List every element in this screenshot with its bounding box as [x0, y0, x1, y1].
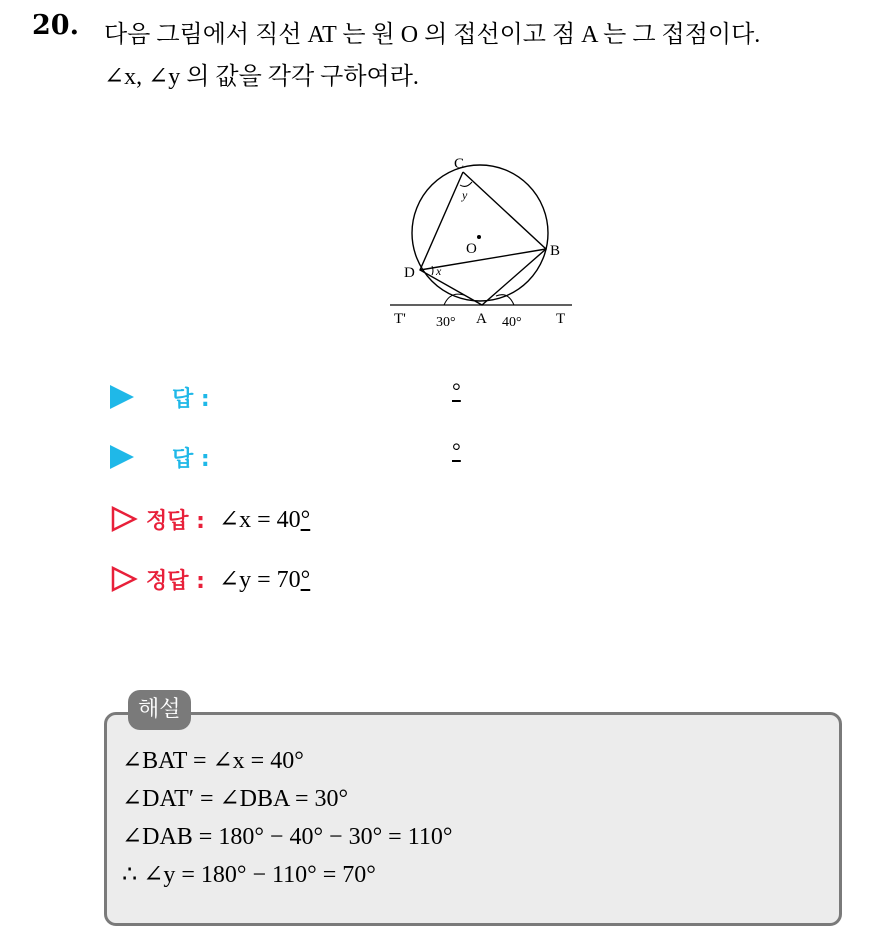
explanation-box — [104, 712, 842, 926]
solution-value-x: ∠x = 40° — [218, 506, 311, 533]
explanation-title: 해설 — [128, 690, 191, 730]
solution-marker-icon — [110, 505, 138, 533]
answer-row-2 — [110, 440, 210, 474]
answer-marker-icon — [110, 385, 134, 409]
angle-x-arc — [432, 266, 433, 275]
label-t: T — [556, 311, 566, 327]
solution-label: 정답 : — [146, 508, 205, 534]
solution-row-2 — [110, 562, 310, 596]
label-b: B — [550, 243, 561, 259]
solution-value-y: ∠y = 70° — [218, 566, 311, 593]
label-40: 40° — [502, 315, 522, 330]
label-c: C — [454, 156, 465, 172]
answer-blank-2[interactable]: ° — [452, 438, 461, 463]
solution-row-1 — [110, 502, 310, 536]
question-number: 20. — [32, 10, 79, 41]
label-x: x — [436, 264, 442, 278]
answer-label: 답 : — [172, 386, 210, 412]
label-o: O — [466, 241, 477, 257]
solution-marker-icon — [110, 565, 138, 593]
angle-y-arc — [460, 182, 472, 186]
circle-o — [412, 165, 548, 301]
label-30: 30° — [436, 315, 456, 330]
solution-label: 정답 : — [146, 568, 205, 594]
center-dot — [477, 235, 481, 239]
label-d: D — [404, 265, 415, 281]
explanation-line-3: ∠DAB = 180° − 40° − 30° = 110° — [122, 824, 453, 850]
explanation-line-1: ∠BAT = ∠x = 40° — [122, 748, 304, 774]
label-a: A — [476, 311, 487, 327]
question-text-line2: ∠x, ∠y 의 값을 각각 구하여라. — [104, 64, 419, 90]
answer-blank-1[interactable]: ° — [452, 378, 461, 403]
question-text-line1: 다음 그림에서 직선 AT 는 원 O 의 접선이고 점 A 는 그 접점이다. — [104, 22, 761, 48]
answer-label: 답 : — [172, 446, 210, 472]
geometry-figure — [388, 155, 578, 335]
label-y: y — [462, 188, 468, 202]
answer-marker-icon — [110, 445, 134, 469]
quadrilateral — [420, 172, 546, 305]
explanation-line-2: ∠DAT′ = ∠DBA = 30° — [122, 786, 349, 812]
answer-row-1 — [110, 380, 210, 414]
explanation-line-4: ∴ ∠y = 180° − 110° = 70° — [122, 862, 376, 888]
label-t-prime: T' — [394, 311, 406, 327]
